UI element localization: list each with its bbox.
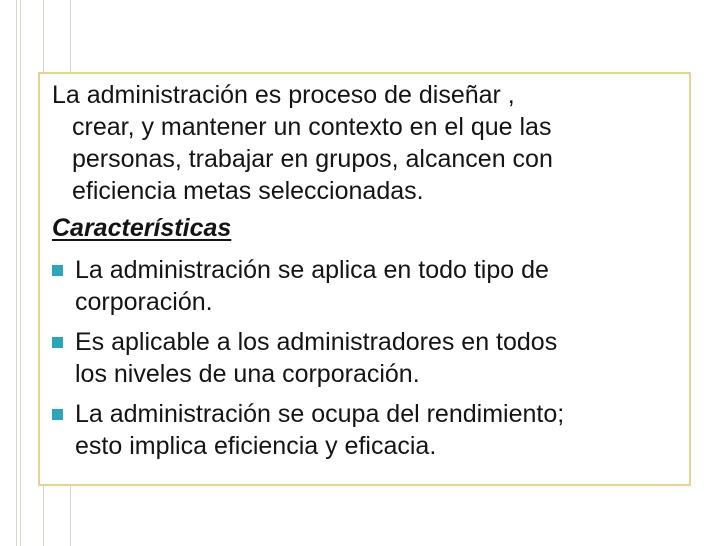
- bullet-3-line-2: esto implica eficiencia y eficacia.: [75, 432, 437, 460]
- intro-line-1: La administración es proceso de diseñar ,: [52, 81, 515, 109]
- section-heading: Características: [52, 214, 232, 242]
- intro-line-4: eficiencia metas seleccionadas.: [72, 177, 424, 205]
- intro-line-3: personas, trabajar en grupos, alcancen con: [72, 145, 553, 173]
- decor-line: [16, 0, 17, 546]
- bullet-square-icon: [52, 409, 63, 420]
- bullet-square-icon: [52, 265, 63, 276]
- decor-line: [20, 0, 21, 546]
- bullet-3-line-1: La administración se ocupa del rendimiento;: [75, 400, 565, 428]
- bullet-2-line-2: los niveles de una corporación.: [75, 360, 420, 388]
- bullet-square-icon: [52, 337, 63, 348]
- bullet-2-line-1: Es aplicable a los administradores en todos: [75, 328, 558, 356]
- intro-line-2: crear, y mantener un contexto en el que las: [72, 113, 552, 141]
- bullet-1-line-1: La administración se aplica en todo tipo de: [75, 256, 549, 284]
- bullet-1-line-2: corporación.: [75, 288, 213, 316]
